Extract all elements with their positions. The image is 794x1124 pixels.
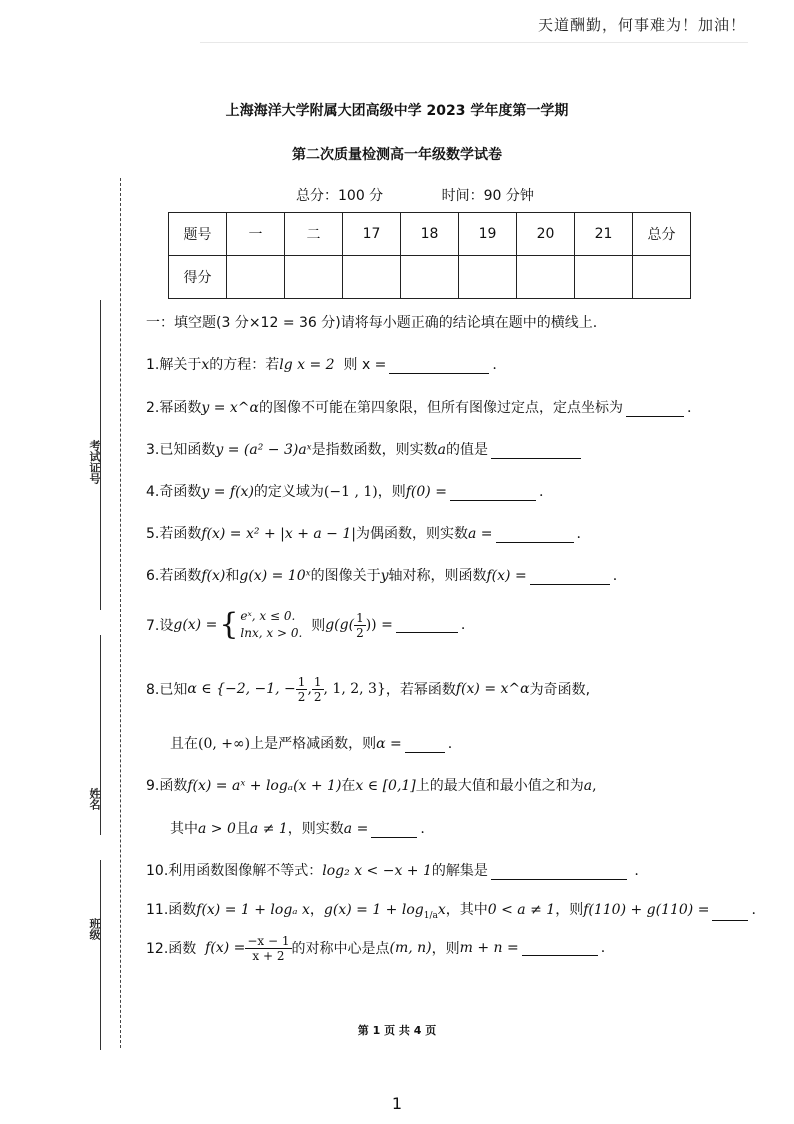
question-9: [146, 775, 597, 795]
q-text: ，若幂函数: [385, 682, 456, 698]
q-text: .: [460, 617, 466, 633]
q-text: 的图像关于: [310, 568, 381, 584]
q-math: y = f(x): [201, 484, 254, 500]
q-math: m + n =: [459, 940, 519, 956]
question-11: [146, 899, 756, 921]
q-text: 9.函数: [146, 778, 188, 794]
exam-id-label: 考试证号: [88, 440, 101, 484]
question-3: [146, 439, 584, 459]
q-text: 则 x =: [343, 357, 387, 373]
q-math: a =: [343, 821, 369, 837]
name-label: 姓名: [88, 788, 101, 810]
q-math: (0, +∞): [198, 736, 251, 752]
question-5: [146, 523, 581, 543]
question-1: [146, 354, 497, 374]
fraction: [312, 675, 324, 704]
q-text: ，则: [377, 484, 406, 500]
score-header-cell: 20: [517, 213, 575, 256]
score-cell[interactable]: [575, 256, 633, 299]
log-base-subscript: 1/a: [423, 910, 438, 921]
q-text: 7.设: [146, 618, 174, 634]
fraction-numerator: 1: [356, 610, 364, 625]
exam-title-school: 上海海洋大学附属大团高级中学 2023 学年度第一学期: [225, 103, 569, 119]
q-text: ，其中: [445, 902, 488, 918]
score-header-cell: 18: [401, 213, 459, 256]
q-text: 的方程：若: [209, 357, 280, 373]
q-text: 3.已知函数: [146, 442, 216, 458]
question-8: [146, 670, 590, 708]
score-cell[interactable]: [227, 256, 285, 299]
answer-blank[interactable]: [496, 528, 574, 543]
q-math: a: [583, 778, 593, 794]
q-text: 且在: [170, 736, 198, 752]
q-math: g(x) =: [173, 617, 218, 633]
q-text: 11.函数: [146, 902, 197, 918]
answer-blank[interactable]: [712, 906, 748, 921]
q-math: α =: [376, 736, 402, 752]
section-instruction: 一：填空题(3 分×12 = 36 分)请将每小题正确的结论填在题中的横线上.: [146, 315, 598, 331]
q-math: x: [201, 357, 210, 373]
score-header-cell: 一: [227, 213, 285, 256]
exam-time: 时间：90 分钟: [441, 188, 534, 204]
q-math: α ∈ {−2, −1, −: [187, 681, 296, 697]
q-math: log₂ x < −x + 1: [322, 863, 432, 879]
q-text: 的图像不可能在第四象限，但所有图像过定点，定点坐标为: [258, 400, 623, 416]
binding-dashed-line: [120, 178, 121, 1048]
score-header-cell: 二: [285, 213, 343, 256]
class-label: 班级: [88, 918, 101, 940]
q-math: y = (a² − 3)aˣ: [215, 442, 312, 458]
q-math: a > 0: [198, 821, 236, 837]
q-text: ，则: [555, 902, 584, 918]
q-text: .: [576, 526, 581, 542]
q-text: .: [420, 821, 425, 837]
score-header-cell: 总分: [633, 213, 691, 256]
answer-blank[interactable]: [530, 570, 610, 585]
q-text: ，则实数: [287, 821, 344, 837]
piecewise-case: eˣ, x ≤ 0.: [240, 609, 296, 623]
q-text: .: [686, 400, 692, 416]
fraction: [245, 934, 291, 963]
q-text: 上是严格减函数，则: [250, 736, 377, 752]
fraction: [354, 611, 366, 640]
answer-blank[interactable]: [389, 359, 489, 374]
page-footer: 第 1 页 共 4 页: [357, 1024, 437, 1037]
q-text: ,: [592, 778, 597, 794]
q-text: 则: [311, 618, 326, 634]
left-brace-icon: {: [219, 607, 239, 642]
answer-blank[interactable]: [626, 402, 684, 417]
q-text: .: [538, 484, 544, 500]
fraction-denominator: x + 2: [252, 948, 285, 963]
q-math: ,: [307, 681, 312, 697]
score-cell[interactable]: [517, 256, 575, 299]
q-text: 8.已知: [146, 682, 188, 698]
exam-title-subject: 第二次质量检测高一年级数学试卷: [292, 147, 502, 163]
q-math: f(x): [201, 568, 226, 584]
q-math: a =: [467, 526, 493, 542]
fraction-denominator: 2: [356, 625, 364, 640]
score-row-label: 得分: [169, 256, 227, 299]
q-math: , 1, 2, 3}: [323, 681, 386, 697]
q-text: 为偶函数，则实数: [355, 526, 468, 542]
piecewise-cases: [240, 608, 302, 642]
q-text: 1.解关于: [146, 357, 202, 373]
q-math: g(x) = 10ˣ: [239, 568, 311, 584]
score-cell[interactable]: [633, 256, 691, 299]
q-text: .: [634, 863, 639, 879]
q-text: 2.幂函数: [146, 400, 202, 416]
q-math: a: [437, 442, 446, 458]
q-math: lg x = 2: [279, 357, 335, 373]
fraction-numerator: 1: [313, 674, 322, 689]
q-text: 4.奇函数: [146, 484, 202, 500]
piecewise-case: lnx, x > 0.: [240, 626, 303, 640]
answer-blank[interactable]: [491, 444, 581, 459]
q-math: f(x) = 1 + logₐ x: [196, 902, 310, 918]
q-text: ，: [309, 902, 324, 918]
score-header-cell: 21: [575, 213, 633, 256]
question-10: [146, 860, 639, 880]
question-4: [146, 481, 543, 501]
q-text: 的解集是: [431, 863, 488, 879]
q-text: 且: [235, 821, 250, 837]
fraction-denominator: 2: [297, 689, 306, 704]
q-text: .: [600, 940, 606, 956]
total-score: 总分：100 分: [296, 188, 384, 204]
q-text: 在: [341, 778, 356, 794]
q-text: 的对称中心是点: [291, 941, 390, 957]
q-text: 6.若函数: [146, 568, 202, 584]
q-math: a ≠ 1: [249, 821, 288, 837]
q-text: 上的最大值和最小值之和为: [415, 778, 584, 794]
q-text: .: [447, 736, 453, 752]
q-math: f(x) =: [486, 568, 527, 584]
q-text: 轴对称，则函数: [388, 568, 487, 584]
answer-blank[interactable]: [491, 865, 627, 880]
score-table-header-row: [169, 213, 691, 256]
q-math: g(g(: [325, 617, 355, 633]
question-9-cont: [170, 818, 425, 838]
q-text: 的值是: [446, 442, 488, 458]
question-8-cont: [170, 733, 452, 753]
q-math: f(x) = aˣ + logₐ(x + 1): [187, 778, 342, 794]
q-math: (m, n): [389, 940, 432, 956]
section-heading: [146, 312, 597, 332]
q-math: x ∈ [0,1]: [355, 778, 416, 794]
watermark-text: 天道酬勤，何事难为！加油！: [537, 16, 746, 34]
q-math: f(x) = x² + |x + a − 1|: [201, 526, 356, 542]
q-text: 的定义域为: [253, 484, 324, 500]
score-cell[interactable]: [401, 256, 459, 299]
q-math: f(110) + g(110) =: [583, 902, 710, 918]
q-text: ，则: [431, 941, 460, 957]
q-text: 10.利用函数图像解不等式：: [146, 863, 323, 879]
q-text: 其中: [170, 821, 198, 837]
fraction-numerator: 1: [297, 674, 306, 689]
score-cell[interactable]: [343, 256, 401, 299]
q-math: x: [437, 902, 446, 918]
q-text: 和: [225, 568, 240, 584]
answer-blank[interactable]: [450, 486, 536, 501]
question-7: [146, 606, 465, 644]
q-math: )) =: [365, 617, 393, 633]
q-text: 5.若函数: [146, 526, 202, 542]
q-text: .: [492, 357, 497, 373]
exam-meta: [296, 185, 588, 205]
question-6: [146, 565, 617, 585]
q-math: f(0) =: [405, 484, 447, 500]
q-math: f(x) = x^α: [455, 681, 530, 697]
answer-blank[interactable]: [405, 738, 445, 753]
header-divider: [200, 42, 748, 43]
question-12: [146, 928, 605, 968]
q-math: f(x) =: [205, 940, 246, 956]
q-math: 0 < a ≠ 1: [487, 902, 556, 918]
question-2: [146, 397, 691, 417]
q-text: 12.函数: [146, 941, 197, 957]
q-math: y = x^α: [201, 400, 259, 416]
answer-blank[interactable]: [371, 823, 417, 838]
q-text: .: [751, 902, 756, 918]
fraction-numerator: −x − 1: [247, 933, 290, 948]
q-math: y: [380, 568, 389, 584]
score-cell[interactable]: [459, 256, 517, 299]
q-text: .: [612, 568, 618, 584]
score-header-cell: 17: [343, 213, 401, 256]
score-table: [168, 212, 691, 299]
score-header-cell: 题号: [169, 213, 227, 256]
answer-blank[interactable]: [522, 941, 598, 956]
q-text: 为奇函数,: [529, 682, 591, 698]
fraction-denominator: 2: [313, 689, 322, 704]
q-math: (−1 , 1): [323, 484, 378, 500]
answer-blank[interactable]: [396, 618, 458, 633]
score-table-score-row: [169, 256, 691, 299]
fraction: [296, 675, 308, 704]
score-cell[interactable]: [285, 256, 343, 299]
q-text: 是指数函数，则实数: [311, 442, 438, 458]
page-number: 1: [391, 1094, 403, 1113]
q-math: g(x) = 1 + log: [323, 902, 424, 918]
score-header-cell: 19: [459, 213, 517, 256]
